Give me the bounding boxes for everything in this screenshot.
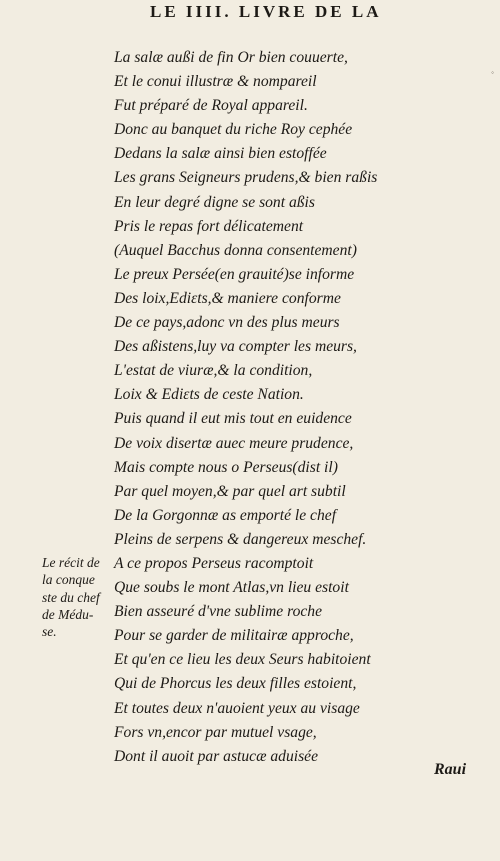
margin-note-line: de Médu- — [42, 606, 94, 622]
verse-line: Pris le repas fort délicatement — [114, 217, 304, 235]
verse-line: Loix & Ediɛts de ceste Nation. — [114, 386, 304, 404]
verse-line: De ce pays,adonc vn des plus meurs — [114, 314, 340, 332]
verse-line: Et toutes deux n'auoient yeux au visage — [114, 699, 360, 717]
verse-line: La salæ außi de fin Or bien couuerte, — [114, 49, 348, 66]
verse-line: Des aßistens,luy va compter les meurs, — [114, 338, 357, 356]
margin-note-line: la conque — [42, 572, 95, 588]
running-title: LE IIII. LIVRE DE LA — [150, 2, 382, 21]
margin-note-line: Le récit de — [42, 555, 100, 570]
verse-line: Par quel moyen,& par quel art subtil — [114, 482, 346, 500]
verse-line: Dedans la salæ ainsi bien estoffée — [114, 145, 327, 163]
verse-line: Qui de Phorcus les deux filles estoient, — [114, 675, 357, 693]
verse-line: Dont il auoit par astucæ aduisée — [114, 747, 319, 765]
verse-line: De la Gorgonnæ as emporté le chef — [114, 506, 337, 524]
margin-note — [42, 554, 114, 640]
verse-line: De voix disertæ auec meure prudence, — [114, 434, 354, 452]
verse-line: En leur degré digne se sont aßis — [114, 193, 315, 211]
margin-note-line: se. — [42, 624, 57, 640]
verse-line: Bien asseuré d'vne sublime roche — [114, 603, 323, 621]
verse-line: Et qu'en ce lieu les deux Seurs habitoient — [114, 651, 371, 669]
page-edge-mark: ◦ — [491, 68, 494, 77]
verse-line: Puis quand il eut mis tout en euidence — [114, 410, 352, 428]
verse-line: Les grans Seigneurs prudens,& bien raßis — [114, 169, 378, 187]
verse-line: Pleins de serpens & dangereux meschef. — [114, 530, 367, 548]
verse-line: Fors vn,encor par mutuel vsage, — [114, 723, 317, 741]
catchword: Raui — [434, 761, 467, 778]
verse-line: L'estat de viuræ,& la condition, — [114, 362, 313, 380]
verse-line: Mais compte nous o Perseus(dist il) — [114, 458, 338, 476]
verse-line: A ce propos Perseus racomptoit — [114, 554, 314, 572]
verse-line: Donc au banquet du riche Roy cephée — [114, 121, 353, 139]
margin-note-line: ste du chef — [42, 589, 100, 605]
verse-line: Que soubs le mont Atlas,vn lieu estoit — [114, 579, 349, 597]
verse-line: Le preux Persée(en grauité)se informe — [114, 265, 355, 283]
verse-line: Et le conui illustræ & nompareil — [114, 73, 317, 91]
verse-line: Pour se garder de militairæ approche, — [114, 627, 354, 645]
verse-line: (Auquel Bacchus donna consentement) — [114, 241, 357, 259]
verse-line: Fut préparé de Royal appareil. — [114, 97, 308, 115]
verse-block — [114, 46, 498, 769]
verse-line: Des loix,Ediɛts,& maniere conforme — [114, 289, 341, 307]
